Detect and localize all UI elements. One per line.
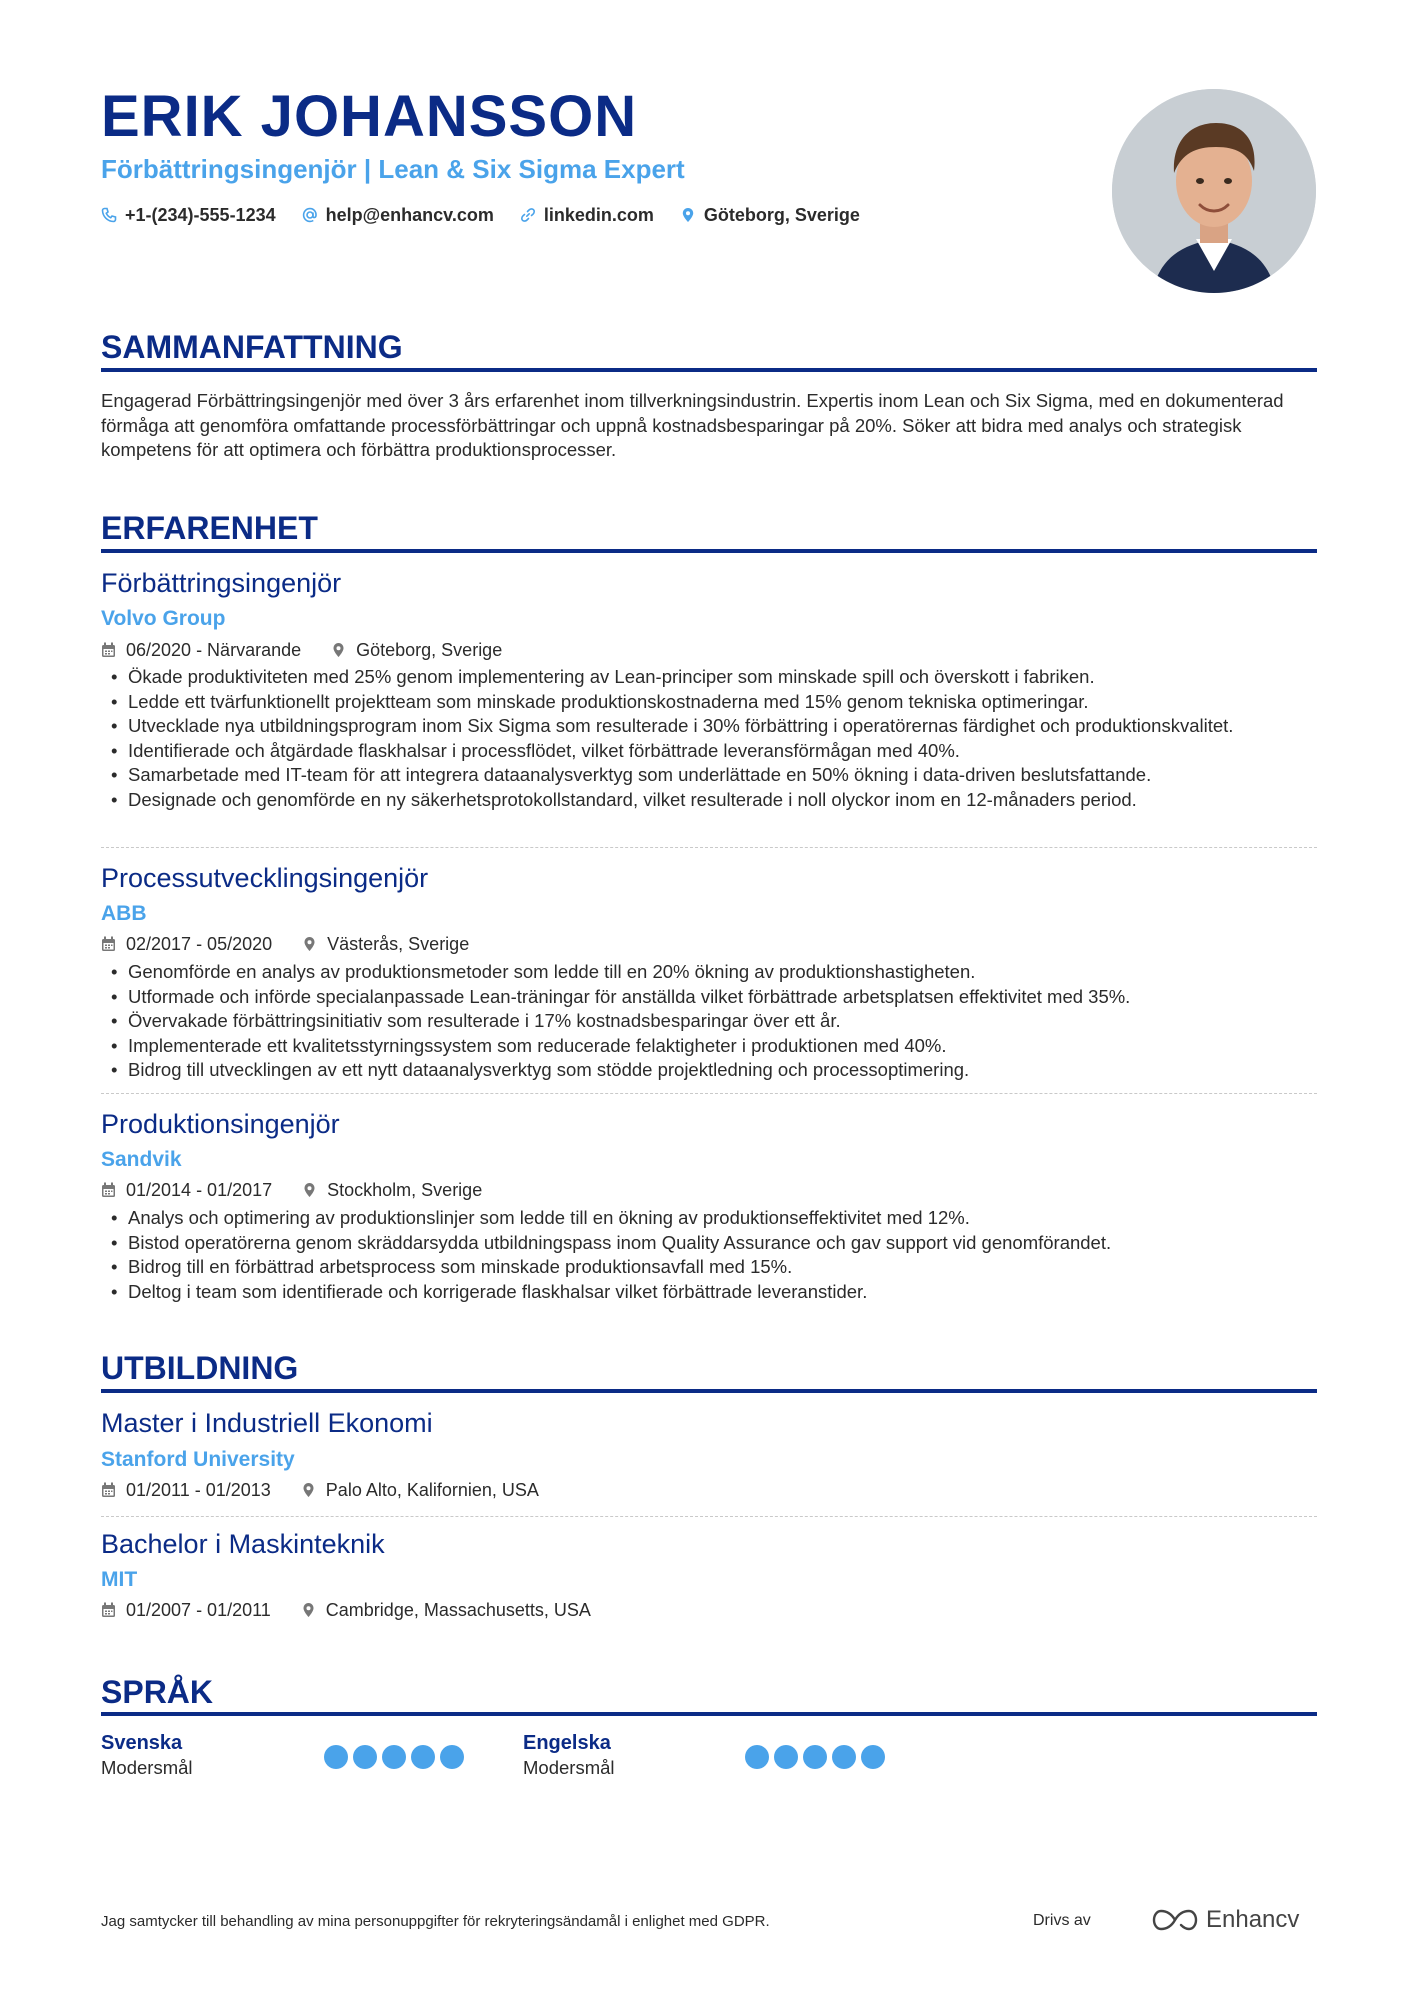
languages-heading: SPRÅK xyxy=(101,1674,214,1710)
list-item: • Genomförde en analys av produktionsmetoder som ledde till en 20% ökning av produktionshastigheten. xyxy=(101,960,1317,985)
education-dates-text: 01/2007 - 01/2011 xyxy=(126,1600,271,1620)
calendar-icon xyxy=(101,1482,116,1498)
language-rating xyxy=(745,1745,885,1769)
rating-dot xyxy=(411,1745,435,1769)
list-item: • Ökade produktiviteten med 25% genom implementering av Lean-principer som minskade spill och överskott i fabriken. xyxy=(101,665,1317,690)
job-meta xyxy=(101,932,499,956)
language-name: Svenska xyxy=(101,1732,183,1754)
job-location xyxy=(331,638,502,662)
education-dates xyxy=(101,1598,271,1622)
contact-phone[interactable] xyxy=(101,202,276,228)
job-location-text: Stockholm, Sverige xyxy=(327,1180,483,1200)
job-bullets xyxy=(101,665,1317,812)
rating-dot xyxy=(324,1745,348,1769)
school-name: MIT xyxy=(101,1568,138,1591)
education-location xyxy=(301,1598,591,1622)
rating-dot xyxy=(803,1745,827,1769)
experience-divider xyxy=(101,549,1317,553)
link-icon xyxy=(520,207,536,223)
job-meta xyxy=(101,1178,512,1202)
degree-title: Master i Industriell Ekonomi xyxy=(101,1408,433,1438)
contact-bar xyxy=(101,202,860,228)
job-location xyxy=(302,932,469,956)
rating-dot xyxy=(745,1745,769,1769)
rating-dot xyxy=(861,1745,885,1769)
degree-title: Bachelor i Maskinteknik xyxy=(101,1529,385,1559)
list-item: • Bidrog till utvecklingen av ett nytt dataanalysverktyg som stödde projektledning och processoptimering. xyxy=(101,1058,1317,1083)
calendar-icon xyxy=(101,642,116,658)
location-text: Göteborg, Sverige xyxy=(703,205,860,225)
rating-dot xyxy=(382,1745,406,1769)
rating-dot xyxy=(353,1745,377,1769)
job-location-text: Göteborg, Sverige xyxy=(356,640,503,660)
gdpr-consent: Jag samtycker till behandling av mina personuppgifter för rekryteringsändamål i enlighet med GDPR. xyxy=(101,1913,770,1930)
list-item: • Samarbetade med IT-team för att integrera dataanalysverktyg som underlättade en 50% ökning i data-driven beslutsfattande. xyxy=(101,763,1317,788)
language-name: Engelska xyxy=(523,1732,611,1754)
education-dates xyxy=(101,1478,271,1502)
list-item: • Ledde ett tvärfunktionellt projektteam som minskade produktionskostnaderna med 15% genom tekniska optimeringar. xyxy=(101,690,1317,715)
map-pin-icon xyxy=(680,207,696,223)
summary-heading: SAMMANFATTNING xyxy=(101,329,403,365)
powered-by-label: Drivs av xyxy=(1033,1912,1091,1929)
experience-heading: ERFARENHET xyxy=(101,510,318,546)
education-location-text: Palo Alto, Kalifornien, USA xyxy=(325,1480,539,1500)
job-dates xyxy=(101,932,272,956)
at-icon xyxy=(302,207,318,223)
list-item: • Deltog i team som identifierade och korrigerade flaskhalsar vilket förbättrade leveranstider. xyxy=(101,1280,1317,1305)
job-title: Processutvecklingsingenjör xyxy=(101,863,429,893)
job-title: Förbättringsingenjör xyxy=(101,568,342,598)
enhancv-logo[interactable] xyxy=(1152,1905,1299,1935)
job-dates-text: 01/2014 - 01/2017 xyxy=(126,1180,273,1200)
education-meta xyxy=(101,1478,569,1502)
list-item: • Identifierade och åtgärdade flaskhalsar i processflödet, vilket förbättrade leveransförmågan med 40%. xyxy=(101,739,1317,764)
map-pin-icon xyxy=(301,1482,316,1498)
job-bullets xyxy=(101,1206,1317,1304)
job-dates xyxy=(101,1178,272,1202)
rating-dot xyxy=(832,1745,856,1769)
map-pin-icon xyxy=(301,1602,316,1618)
job-divider xyxy=(101,1093,1317,1094)
contact-location xyxy=(680,202,860,228)
map-pin-icon xyxy=(302,936,317,952)
calendar-icon xyxy=(101,936,116,952)
calendar-icon xyxy=(101,1182,116,1198)
contact-email[interactable] xyxy=(302,202,494,228)
summary-divider xyxy=(101,368,1317,372)
language-rating xyxy=(324,1745,464,1769)
job-location-text: Västerås, Sverige xyxy=(327,934,470,954)
company-name: ABB xyxy=(101,902,147,925)
education-location xyxy=(301,1478,539,1502)
rating-dot xyxy=(774,1745,798,1769)
job-divider xyxy=(101,847,1317,848)
list-item: • Designade och genomförde en ny säkerhetsprotokollstandard, vilket resulterade i noll olyckor inom en 12-månaders period. xyxy=(101,788,1317,813)
map-pin-icon xyxy=(331,642,346,658)
rating-dot xyxy=(440,1745,464,1769)
company-name: Volvo Group xyxy=(101,607,226,630)
language-level: Modersmål xyxy=(523,1757,615,1778)
job-location xyxy=(302,1178,482,1202)
list-item: • Bistod operatörerna genom skräddarsydda utbildningspass inom Quality Assurance och gav support vid genomförandet. xyxy=(101,1231,1317,1256)
profile-photo xyxy=(1112,89,1316,293)
education-divider xyxy=(101,1389,1317,1393)
candidate-headline: Förbättringsingenjör | Lean & Six Sigma Expert xyxy=(101,154,685,184)
company-name: Sandvik xyxy=(101,1148,182,1171)
education-heading: UTBILDNING xyxy=(101,1350,299,1386)
list-item: • Analys och optimering av produktionslinjer som ledde till en ökning av produktionseffektivitet med 12%. xyxy=(101,1206,1317,1231)
job-bullets xyxy=(101,960,1317,1083)
job-dates xyxy=(101,638,301,662)
job-title: Produktionsingenjör xyxy=(101,1109,340,1139)
list-item: • Övervakade förbättringsinitiativ som resulterade i 17% kostnadsbesparingar över ett år. xyxy=(101,1009,1317,1034)
school-name: Stanford University xyxy=(101,1448,295,1471)
calendar-icon xyxy=(101,1602,116,1618)
list-item: • Bidrog till en förbättrad arbetsprocess som minskade produktionsavfall med 15%. xyxy=(101,1255,1317,1280)
list-item: • Utformade och införde specialanpassade Lean-träningar för anställda vilket förbättrade arbetsplatsen effektivitet med 35%. xyxy=(101,985,1317,1010)
languages-divider xyxy=(101,1712,1317,1716)
education-meta xyxy=(101,1598,621,1622)
linkedin-text: linkedin.com xyxy=(543,205,654,225)
language-level: Modersmål xyxy=(101,1757,193,1778)
education-dates-text: 01/2011 - 01/2013 xyxy=(126,1480,271,1500)
summary-text: Engagerad Förbättringsingenjör med över 3 års erfarenhet inom tillverkningsindustrin. Expertis inom Lean och Six Sigma, med en dokumenterad förmåga att genomföra omfattande processförbättringar och uppnå kostnadsbesparingar på 20%. Söker att bidra med analys och strategisk kompetens för att optimera och förbättra produktionsprocesser. xyxy=(101,390,1284,460)
brand-name: Enhancv xyxy=(1206,1906,1300,1933)
education-divider-dashed xyxy=(101,1516,1317,1517)
candidate-name: ERIK JOHANSSON xyxy=(101,84,638,149)
job-dates-text: 06/2020 - Närvarande xyxy=(126,640,302,660)
job-meta xyxy=(101,638,532,662)
contact-linkedin[interactable] xyxy=(520,202,654,228)
education-location-text: Cambridge, Massachusetts, USA xyxy=(325,1600,591,1620)
infinity-logo-icon xyxy=(1152,1908,1198,1932)
job-dates-text: 02/2017 - 05/2020 xyxy=(126,934,273,954)
email-text: help@enhancv.com xyxy=(325,205,494,225)
map-pin-icon xyxy=(302,1182,317,1198)
phone-icon xyxy=(101,207,117,223)
phone-text: +1-(234)-555-1234 xyxy=(125,205,276,225)
list-item: • Utvecklade nya utbildningsprogram inom Six Sigma som resulterade i 30% förbättring i operatörernas färdighet och produktionskvalitet. xyxy=(101,714,1317,739)
list-item: • Implementerade ett kvalitetsstyrningssystem som reducerade felaktigheter i produktionen med 40%. xyxy=(101,1034,1317,1059)
